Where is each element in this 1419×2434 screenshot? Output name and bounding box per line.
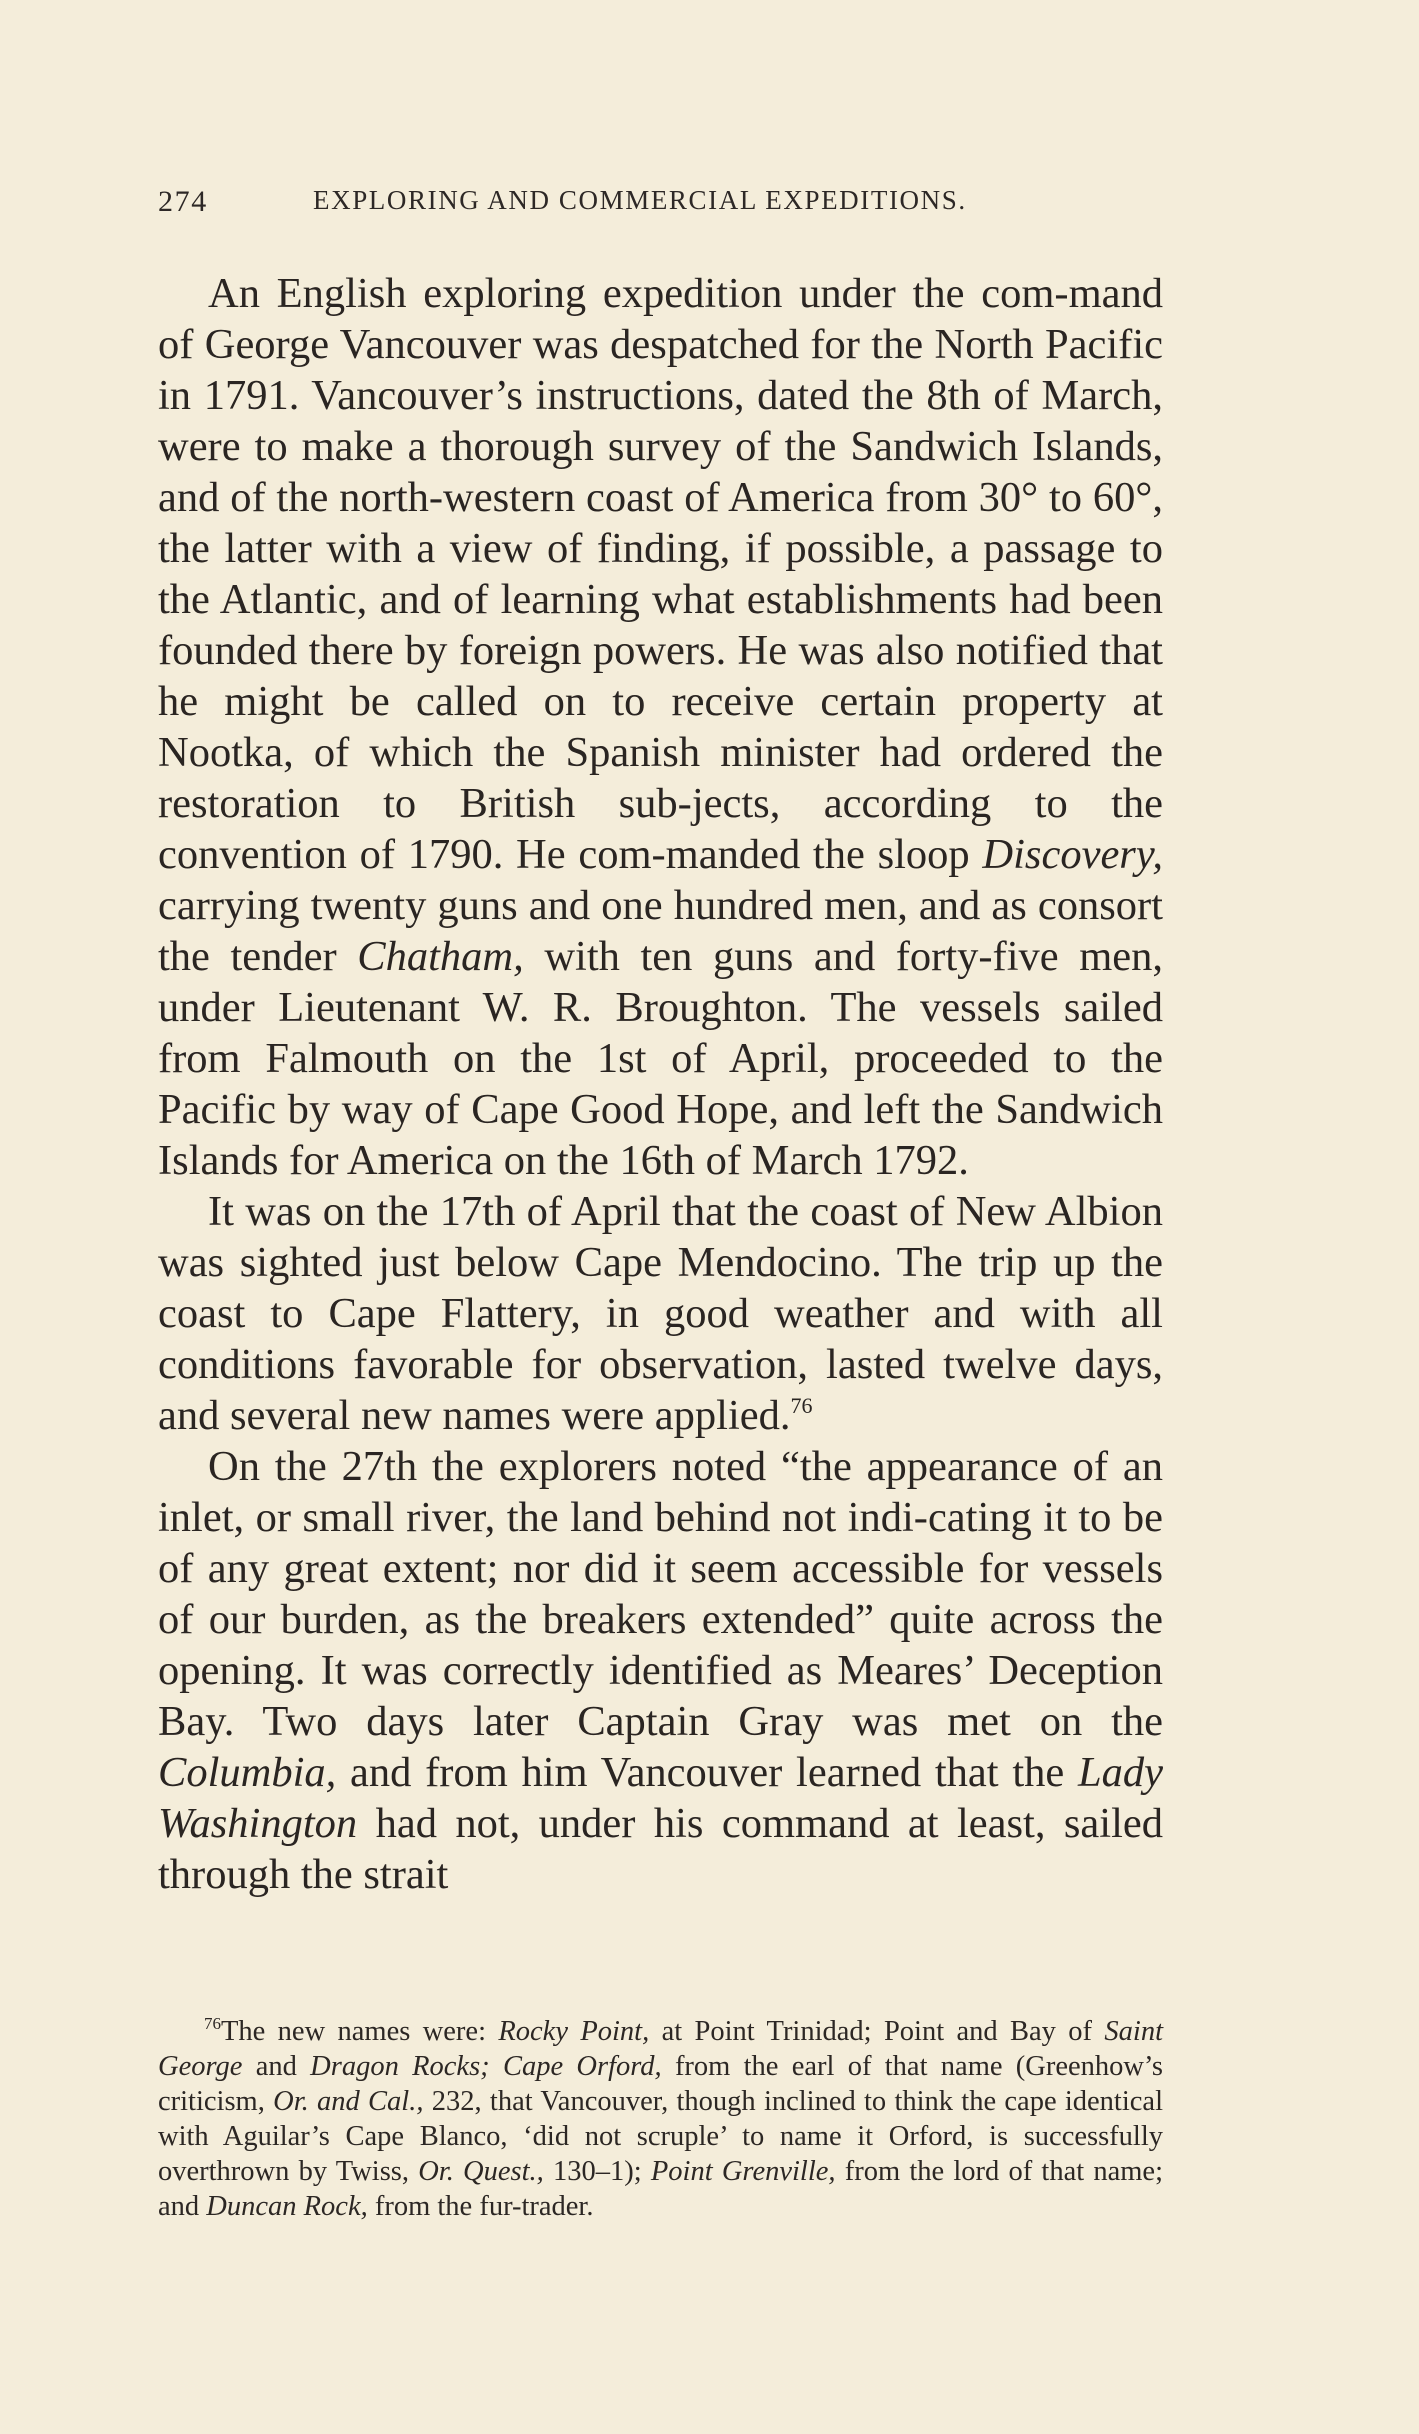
text-run: from the lord of that name; and	[158, 2156, 1163, 2222]
text-run: and	[242, 2051, 311, 2082]
italic-text: Saint George	[158, 2016, 1163, 2082]
footnote-ref: 76	[790, 1393, 813, 1418]
text-run: had not, under his command at least, sailed through the strait	[158, 1800, 1163, 1898]
italic-text: Columbia,	[158, 1749, 337, 1796]
text-run: from the fur-trader.	[367, 2191, 594, 2222]
text-run: 232, that Vancouver, though inclined to think the cape identical with Aguilar’s Cape Blanco, ‘did not scruple’ to name it Orford, is successfully overthrown by Twiss,	[158, 2086, 1163, 2187]
italic-text: Rocky Point,	[498, 2016, 650, 2047]
paragraph	[158, 268, 1163, 1186]
running-title: EXPLORING AND COMMERCIAL EXPEDITIONS.	[313, 185, 967, 215]
running-header	[158, 185, 1160, 225]
text-run: The new names were:	[221, 2016, 499, 2047]
text-run: 130–1);	[543, 2156, 651, 2187]
text-run: and from him Vancouver learned that the	[336, 1749, 1078, 1796]
italic-text: Dragon Rocks; Cape Orford,	[310, 2051, 662, 2082]
main-text	[158, 268, 1163, 1900]
italic-text: Chatham,	[357, 933, 524, 980]
text-run: It was on the 17th of April that the coast of New Albion was sighted just below Cape Mendocino. The trip up the coast to Cape Flattery, in good weather and with all conditions favorable for observation, lasted twelve days, and several new names were applied.	[158, 1188, 1163, 1439]
italic-text: Point Grenville,	[650, 2156, 836, 2187]
italic-text: Or. and Cal.,	[273, 2086, 424, 2117]
italic-text: Or. Quest.,	[418, 2156, 544, 2187]
italic-text: Discovery,	[982, 831, 1163, 878]
paragraph	[158, 1186, 1163, 1441]
paragraph	[158, 1441, 1163, 1900]
page-number: 274	[158, 185, 208, 218]
text-run: at Point Trinidad; Point and Bay of	[649, 2016, 1105, 2047]
italic-text: Lady Washington	[158, 1749, 1163, 1847]
text-run: carrying twenty guns and one hundred men, and as consort the tender	[158, 882, 1163, 980]
text-run: On the 27th the explorers noted “the appearance of an inlet, or small river, the land behind not indi-cating it to be of any great extent; nor did it seem accessible for vessels of our burden, as the breakers extended” quite across the opening. It was correctly identified as Meares’ Deception Bay. Two days later Captain Gray was met on the	[158, 1443, 1163, 1745]
footnote	[158, 2014, 1163, 2224]
footnote-paragraph	[158, 2014, 1163, 2224]
italic-text: Duncan Rock,	[206, 2191, 368, 2222]
text-run: An English exploring expedition under the com-mand of George Vancouver was despatched for the North Pacific in 1791. Vancouver’s instructions, dated the 8th of March, were to make a thorough survey of the Sandwich Islands, and of the north-western coast of America from 30° to 60°, the latter with a view of finding, if possible, a passage to the Atlantic, and of learning what establishments had been founded there by foreign powers. He was also notified that he might be called on to receive certain property at Nootka, of which the Spanish minister had ordered the restoration to British sub-jects, according to the convention of 1790. He com-manded the sloop	[158, 270, 1163, 878]
text-run: with ten guns and forty-five men, under Lieutenant W. R. Broughton. The vessels sailed from Falmouth on the 1st of April, proceeded to the Pacific by way of Cape Good Hope, and left the Sandwich Islands for America on the 16th of March 1792.	[158, 933, 1163, 1184]
footnote-ref: 76	[204, 2014, 221, 2033]
text-run: from the earl of that name (Greenhow’s criticism,	[158, 2051, 1164, 2117]
